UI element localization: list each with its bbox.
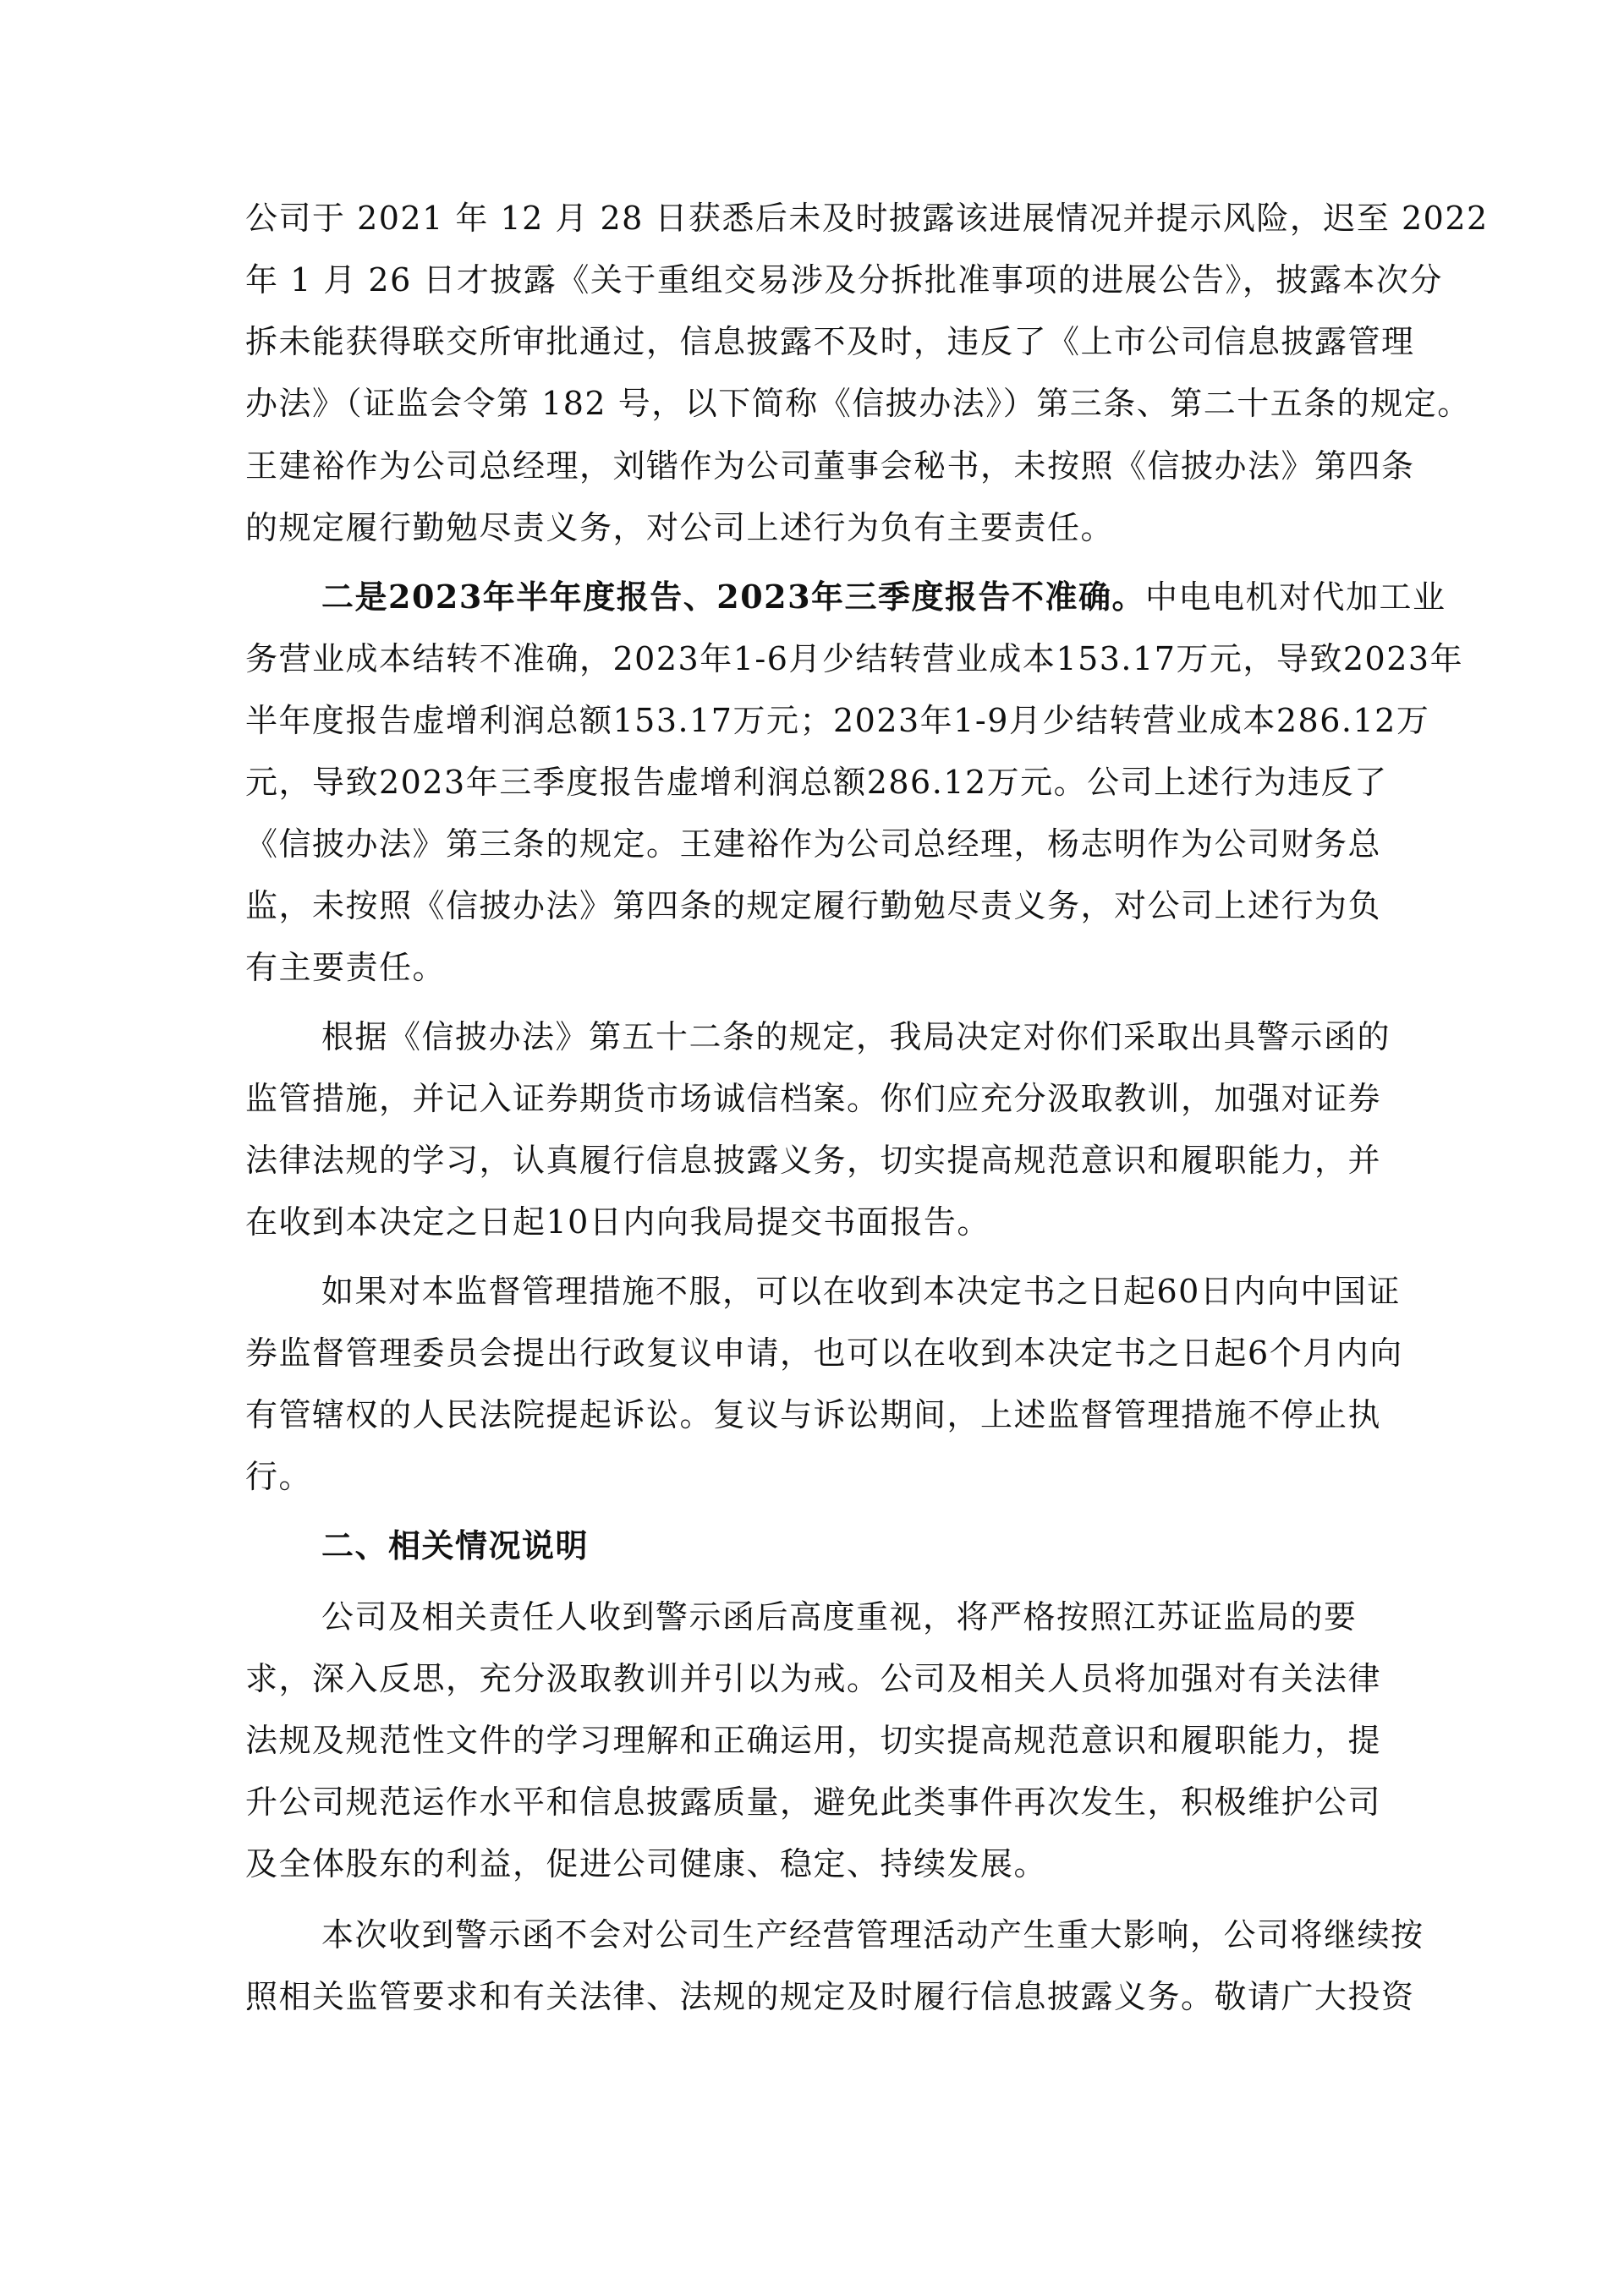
paragraph-5-line-5: 及全体股东的利益，促进公司健康、稳定、持续发展。	[245, 1845, 1048, 1882]
paragraph-1-line-1: 公司于 2021 年 12 月 28 日获悉后未及时披露该进展情况并提示风险，迟至 2022	[245, 200, 1489, 237]
paragraph-2-line-1-text: 中电电机对代加工业	[1145, 578, 1446, 616]
paragraph-3-line-3: 法律法规的学习，认真履行信息披露义务，切实提高规范意识和履职能力，并	[245, 1142, 1382, 1179]
paragraph-4-line-2: 券监督管理委员会提出行政复议申请，也可以在收到本决定书之日起6个月内向	[245, 1334, 1403, 1372]
paragraph-5-line-1: 公司及相关责任人收到警示函后高度重视，将严格按照江苏证监局的要	[321, 1598, 1358, 1636]
paragraph-5-line-2: 求，深入反思，充分汲取教训并引以为戒。公司及相关人员将加强对有关法律	[245, 1660, 1382, 1697]
paragraph-4-line-3: 有管辖权的人民法院提起诉讼。复议与诉讼期间，上述监督管理措施不停止执	[245, 1396, 1382, 1433]
paragraph-5-line-4: 升公司规范运作水平和信息披露质量，避免此类事件再次发生，积极维护公司	[245, 1784, 1382, 1821]
paragraph-2-bold-lead: 二是2023年半年度报告、2023年三季度报告不准确。	[321, 578, 1146, 616]
paragraph-1-line-3: 拆未能获得联交所审批通过，信息披露不及时，违反了《上市公司信息披露管理	[245, 323, 1415, 360]
paragraph-4-line-1: 如果对本监督管理措施不服，可以在收到本决定书之日起60日内向中国证	[321, 1273, 1401, 1310]
paragraph-6-line-1: 本次收到警示函不会对公司生产经营管理活动产生重大影响，公司将继续按	[321, 1916, 1424, 1954]
paragraph-5-line-3: 法规及规范性文件的学习理解和正确运用，切实提高规范意识和履职能力，提	[245, 1722, 1382, 1759]
paragraph-3-line-2: 监管措施，并记入证券期货市场诚信档案。你们应充分汲取教训，加强对证券	[245, 1080, 1382, 1117]
paragraph-1-line-2: 年 1 月 26 日才披露《关于重组交易涉及分拆批准事项的进展公告》，披露本次分	[245, 261, 1443, 299]
paragraph-2-line-2: 务营业成本结转不准确，2023年1-6月少结转营业成本153.17万元，导致2023年	[245, 640, 1464, 677]
paragraph-2-line-4: 元，导致2023年三季度报告虚增利润总额286.12万元。公司上述行为违反了	[245, 764, 1388, 801]
paragraph-2-line-1	[321, 577, 1446, 617]
paragraph-4-line-4: 行。	[245, 1458, 313, 1495]
paragraph-1-line-6: 的规定履行勤勉尽责义务，对公司上述行为负有主要责任。	[245, 509, 1115, 546]
paragraph-3-line-1: 根据《信披办法》第五十二条的规定，我局决定对你们采取出具警示函的	[321, 1018, 1391, 1055]
paragraph-2-line-6: 监，未按照《信披办法》第四条的规定履行勤勉尽责义务，对公司上述行为负	[245, 887, 1382, 924]
paragraph-3-line-4: 在收到本决定之日起10日内向我局提交书面报告。	[245, 1203, 990, 1241]
section-heading: 二、相关情况说明	[321, 1526, 590, 1564]
paragraph-2-line-5: 《信披办法》第三条的规定。王建裕作为公司总经理，杨志明作为公司财务总	[245, 825, 1382, 863]
paragraph-2-line-7: 有主要责任。	[245, 949, 447, 986]
paragraph-1-line-5: 王建裕作为公司总经理，刘锴作为公司董事会秘书，未按照《信披办法》第四条	[245, 447, 1415, 485]
paragraph-6-line-2: 照相关监管要求和有关法律、法规的规定及时履行信息披露义务。敬请广大投资	[245, 1978, 1415, 2015]
paragraph-1-line-4: 办法》（证监会令第 182 号，以下简称《信披办法》）第三条、第二十五条的规定。	[245, 385, 1471, 422]
paragraph-2-line-3: 半年度报告虚增利润总额153.17万元；2023年1-9月少结转营业成本286.12万	[245, 702, 1430, 739]
